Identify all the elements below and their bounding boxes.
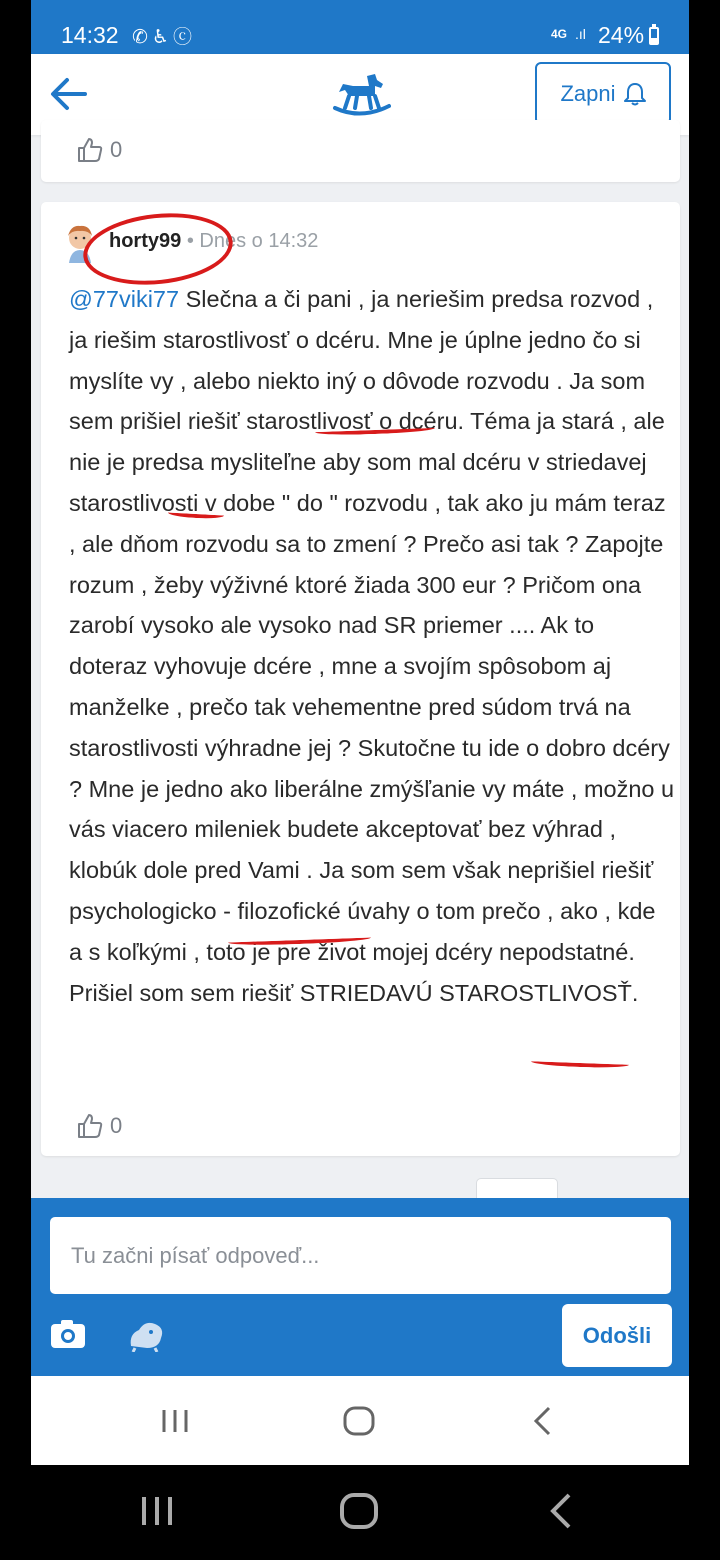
- notification-icons: [132, 22, 196, 49]
- back-arrow-icon[interactable]: [47, 72, 91, 116]
- home-icon[interactable]: [340, 1493, 378, 1534]
- reply-bar: [31, 1198, 689, 1376]
- like-count: 0: [110, 1113, 123, 1138]
- recent-apps-icon[interactable]: [161, 1408, 189, 1439]
- follow-label: Zapni: [560, 80, 616, 106]
- post-meta: [109, 230, 318, 253]
- post-mention[interactable]: @77viki77: [69, 286, 180, 312]
- thumbs-up-icon: [76, 1112, 104, 1140]
- phone-screen: [31, 0, 689, 1465]
- sticker-icon[interactable]: [125, 1316, 167, 1352]
- battery-icon: [649, 27, 659, 45]
- system-nav-bar: [0, 1465, 720, 1560]
- post-author[interactable]: horty99: [109, 230, 182, 252]
- whatsapp-icon: ✆: [132, 27, 152, 48]
- like-count: 0: [110, 137, 123, 162]
- thumbs-up-icon: [76, 136, 104, 164]
- post-text: Slečna a či pani , ja neriešim predsa rozvod , ja riešim starostlivosť o dcéru. Mne je úplne jedno čo si myslíte vy , alebo niekto iný o dôvode rozvodu . Ja som sem prišiel riešiť starostlivosť o dcéru. Téma ja stará , ale nie je predsa mysliteľne aby som mal dcéru v striedavej starostlivosti v dobe " do " rozvodu , tak ako ju mám teraz , ale dňom rozvodu sa to zmení ? Prečo asi tak ? Zapojte rozum , žeby výživné ktoré žiada 300 eur ? Pričom ona zarobí vysoko ale vysoko nad SR priemer .... Ak to doteraz vyhovuje dcére , mne a svojím spôsobom aj manželke , prečo tak vehementne pred súdom trvá na starostlivosti výhradne jej ? Skutočne tu ide o dobro dcéry ? Mne je jedno ako liberálne zmýšľanie vy máte , možno u vás viacero mileniek budete akceptovať bez výhrad , klobúk dole pred Vami . Ja som sem však neprišiel riešiť psychologicko - filozofické úvahy o tom prečo , ako , kde a s koľkými , toto je pre život mojej dcéry nepodstatné. Prišiel som sem riešiť STRIEDAVÚ STAROSTLIVOSŤ.: [69, 286, 675, 1006]
- accessibility-icon: ♿: [151, 27, 173, 48]
- like-button[interactable]: [76, 136, 122, 164]
- follow-notifications-button[interactable]: [535, 62, 671, 125]
- pagination-select[interactable]: [476, 1178, 558, 1200]
- post-body: [69, 279, 675, 1013]
- avatar[interactable]: [63, 224, 97, 264]
- recent-apps-icon[interactable]: [140, 1495, 174, 1532]
- status-bar: [31, 0, 689, 54]
- meta-separator: •: [186, 230, 194, 252]
- status-time: 14:32: [61, 22, 119, 48]
- signal-icon: .ıl: [575, 26, 586, 42]
- bell-icon: [624, 82, 646, 106]
- home-icon[interactable]: [343, 1406, 375, 1441]
- previous-post-card: [41, 120, 680, 182]
- copyright-app-icon: ⓒ: [172, 27, 196, 48]
- android-nav-bar: [31, 1376, 689, 1465]
- send-button[interactable]: Odošli: [562, 1304, 672, 1367]
- back-icon[interactable]: [548, 1493, 574, 1534]
- post-timestamp: Dnes o 14:32: [199, 230, 319, 252]
- rocking-horse-logo[interactable]: [331, 70, 391, 120]
- back-icon[interactable]: [531, 1406, 555, 1441]
- like-button[interactable]: [76, 1112, 122, 1140]
- post-card: [41, 202, 680, 1156]
- battery-level: 24%: [598, 22, 645, 48]
- camera-icon[interactable]: [49, 1318, 87, 1350]
- red-underline-annotation: [531, 1057, 629, 1068]
- reply-input[interactable]: [50, 1217, 671, 1294]
- network-type: 4G: [551, 27, 568, 41]
